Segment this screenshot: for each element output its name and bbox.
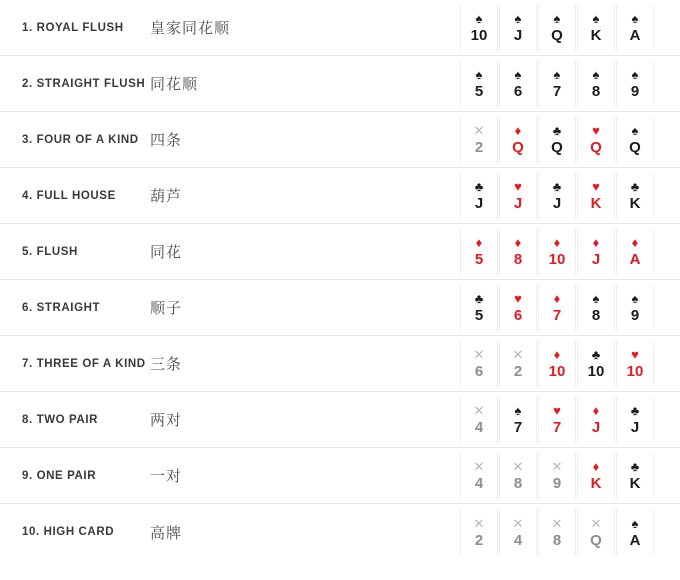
spade-suit-icon: ♠	[475, 11, 483, 26]
hand-name-chinese: 同花顺	[150, 76, 199, 93]
spade-suit-icon: ♠	[631, 11, 639, 26]
spade-suit-icon: ♠	[514, 11, 522, 26]
none-suit-icon: ✕	[551, 459, 563, 474]
playing-card	[460, 61, 498, 107]
spade-suit-icon: ♠	[553, 67, 561, 82]
playing-card	[577, 117, 615, 163]
hand-name-chinese: 三条	[150, 356, 183, 373]
playing-card	[499, 5, 537, 51]
spade-suit-icon: ♠	[514, 403, 522, 418]
spade-suit-icon: ♠	[592, 291, 600, 306]
card-value: A	[629, 27, 641, 44]
card-value: 2	[474, 531, 484, 549]
club-suit-icon: ♣	[591, 347, 601, 362]
card-value: 5	[474, 307, 484, 324]
card-value: J	[630, 419, 640, 436]
card-group	[460, 453, 680, 499]
spade-suit-icon: ♠	[592, 67, 600, 82]
playing-card	[538, 341, 576, 387]
playing-card	[577, 341, 615, 387]
playing-card	[616, 61, 654, 107]
playing-card	[616, 117, 654, 163]
card-value: 5	[474, 83, 484, 100]
playing-card	[616, 5, 654, 51]
playing-card	[577, 509, 615, 555]
card-value: J	[474, 195, 484, 212]
card-value: Q	[629, 139, 641, 156]
none-suit-icon: ✕	[512, 515, 524, 531]
playing-card	[577, 453, 615, 499]
card-value: 9	[552, 475, 562, 492]
card-value: J	[513, 27, 523, 44]
spade-suit-icon: ♠	[514, 67, 522, 82]
card-value: K	[590, 475, 602, 492]
none-suit-icon: ✕	[590, 515, 602, 531]
table-row	[0, 448, 680, 504]
playing-card	[499, 341, 537, 387]
playing-card	[538, 229, 576, 275]
card-value: 5	[474, 251, 484, 268]
spade-suit-icon: ♠	[631, 123, 639, 138]
card-value: K	[590, 27, 602, 44]
playing-card	[616, 229, 654, 275]
playing-card	[499, 117, 537, 163]
club-suit-icon: ♣	[552, 179, 562, 194]
hand-rank-label: 1. ROYAL FLUSH	[22, 21, 124, 34]
card-value: 6	[474, 363, 484, 380]
card-group	[460, 173, 680, 219]
club-suit-icon: ♣	[474, 179, 484, 194]
hand-name-chinese: 葫芦	[150, 188, 183, 205]
playing-card	[499, 453, 537, 499]
table-row	[0, 56, 680, 112]
heart-suit-icon: ♥	[592, 179, 600, 194]
none-suit-icon: ✕	[473, 515, 485, 531]
playing-card	[499, 173, 537, 219]
playing-card	[460, 285, 498, 331]
club-suit-icon: ♣	[474, 291, 484, 306]
card-value: K	[629, 475, 641, 492]
spade-suit-icon: ♠	[631, 515, 639, 531]
playing-card	[577, 173, 615, 219]
playing-card	[616, 285, 654, 331]
none-suit-icon: ✕	[551, 515, 563, 531]
hand-rank-label: 5. FLUSH	[22, 245, 78, 258]
card-value: Q	[590, 531, 602, 549]
playing-card	[538, 285, 576, 331]
card-value: 8	[591, 307, 601, 324]
card-value: 4	[474, 419, 484, 436]
card-value: 7	[552, 307, 562, 324]
card-value: K	[590, 195, 602, 212]
card-group	[460, 285, 680, 331]
playing-card	[460, 173, 498, 219]
hand-rank-label: 8. TWO PAIR	[22, 413, 99, 426]
playing-card	[499, 61, 537, 107]
card-value: J	[591, 251, 601, 268]
hand-rank-label: 6. STRAIGHT	[22, 301, 101, 314]
playing-card	[499, 285, 537, 331]
playing-card	[460, 509, 498, 555]
hand-rank-label: 10. HIGH CARD	[22, 526, 115, 538]
spade-suit-icon: ♠	[475, 67, 483, 82]
card-value: 6	[513, 83, 523, 100]
hand-rank-label: 2. STRAIGHT FLUSH	[22, 77, 146, 90]
hand-rank-label: 7. THREE OF A KIND	[22, 357, 146, 370]
card-group	[460, 341, 680, 387]
heart-suit-icon: ♥	[592, 123, 600, 138]
card-value: 10	[626, 363, 644, 380]
club-suit-icon: ♣	[552, 123, 562, 138]
playing-card	[499, 397, 537, 443]
spade-suit-icon: ♠	[631, 291, 639, 306]
card-value: 10	[470, 27, 488, 44]
card-value: 6	[513, 307, 523, 324]
card-value: A	[629, 251, 641, 268]
club-suit-icon: ♣	[630, 403, 640, 418]
card-value: J	[552, 195, 562, 212]
card-value: 7	[552, 419, 562, 436]
diamond-suit-icon: ♦	[592, 235, 600, 250]
playing-card	[577, 397, 615, 443]
card-value: Q	[512, 139, 524, 156]
playing-card	[460, 229, 498, 275]
hand-name-chinese: 高牌	[150, 524, 183, 542]
card-value: 10	[587, 363, 605, 380]
none-suit-icon: ✕	[473, 459, 485, 474]
diamond-suit-icon: ♦	[592, 403, 600, 418]
card-group	[460, 229, 680, 275]
playing-card	[577, 5, 615, 51]
hand-name-chinese: 皇家同花顺	[150, 20, 231, 37]
playing-card	[616, 173, 654, 219]
card-value: 8	[513, 475, 523, 492]
card-value: Q	[551, 139, 563, 156]
card-value: 2	[474, 139, 484, 156]
heart-suit-icon: ♥	[514, 291, 522, 306]
table-row	[0, 504, 680, 560]
hand-name-chinese: 四条	[150, 132, 183, 149]
card-value: 10	[548, 251, 566, 268]
playing-card	[538, 117, 576, 163]
playing-card	[460, 453, 498, 499]
playing-card	[460, 117, 498, 163]
playing-card	[616, 453, 654, 499]
playing-card	[616, 509, 654, 555]
card-value: K	[629, 195, 641, 212]
table-row	[0, 112, 680, 168]
playing-card	[538, 61, 576, 107]
card-group	[460, 509, 680, 555]
card-value: 4	[474, 475, 484, 492]
diamond-suit-icon: ♦	[592, 459, 600, 474]
card-value: 7	[552, 83, 562, 100]
playing-card	[577, 61, 615, 107]
card-value: 8	[552, 531, 562, 549]
playing-card	[499, 229, 537, 275]
playing-card	[538, 453, 576, 499]
diamond-suit-icon: ♦	[631, 235, 639, 250]
heart-suit-icon: ♥	[631, 347, 639, 362]
playing-card	[538, 509, 576, 555]
table-row	[0, 168, 680, 224]
playing-card	[538, 5, 576, 51]
diamond-suit-icon: ♦	[553, 291, 561, 306]
club-suit-icon: ♣	[630, 179, 640, 194]
playing-card	[460, 341, 498, 387]
card-value: 4	[513, 531, 523, 549]
card-value: 2	[513, 363, 523, 380]
playing-card	[616, 397, 654, 443]
none-suit-icon: ✕	[473, 123, 485, 138]
hand-name-chinese: 顺子	[150, 300, 183, 317]
card-group	[460, 61, 680, 107]
hand-rank-label: 9. ONE PAIR	[22, 469, 97, 482]
playing-card	[538, 397, 576, 443]
spade-suit-icon: ♠	[553, 11, 561, 26]
diamond-suit-icon: ♦	[514, 123, 522, 138]
card-value: Q	[590, 139, 602, 156]
diamond-suit-icon: ♦	[553, 347, 561, 362]
diamond-suit-icon: ♦	[553, 235, 561, 250]
playing-card	[499, 509, 537, 555]
card-value: 7	[513, 419, 523, 436]
table-row	[0, 224, 680, 280]
card-group	[460, 5, 680, 51]
hand-name-chinese: 一对	[150, 468, 183, 485]
card-value: A	[629, 531, 641, 549]
none-suit-icon: ✕	[473, 347, 485, 362]
diamond-suit-icon: ♦	[514, 235, 522, 250]
table-row	[0, 392, 680, 448]
card-group	[460, 117, 680, 163]
diamond-suit-icon: ♦	[475, 235, 483, 250]
card-value: J	[591, 419, 601, 436]
none-suit-icon: ✕	[473, 403, 485, 418]
playing-card	[460, 397, 498, 443]
table-row	[0, 280, 680, 336]
card-value: J	[513, 195, 523, 212]
card-value: Q	[551, 27, 563, 44]
none-suit-icon: ✕	[512, 347, 524, 362]
table-row	[0, 0, 680, 56]
playing-card	[577, 229, 615, 275]
spade-suit-icon: ♠	[631, 67, 639, 82]
hand-rank-label: 3. FOUR OF A KIND	[22, 133, 139, 146]
card-value: 9	[630, 83, 640, 100]
card-value: 8	[513, 251, 523, 268]
card-group	[460, 397, 680, 443]
playing-card	[538, 173, 576, 219]
playing-card	[460, 5, 498, 51]
spade-suit-icon: ♠	[592, 11, 600, 26]
playing-card	[616, 341, 654, 387]
playing-card	[577, 285, 615, 331]
heart-suit-icon: ♥	[553, 403, 561, 418]
hand-rank-label: 4. FULL HOUSE	[22, 189, 116, 202]
card-value: 8	[591, 83, 601, 100]
hand-name-chinese: 同花	[150, 244, 183, 261]
club-suit-icon: ♣	[630, 459, 640, 474]
heart-suit-icon: ♥	[514, 179, 522, 194]
table-row	[0, 336, 680, 392]
card-value: 9	[630, 307, 640, 324]
card-value: 10	[548, 363, 566, 380]
none-suit-icon: ✕	[512, 459, 524, 474]
hand-name-chinese: 两对	[150, 412, 183, 429]
